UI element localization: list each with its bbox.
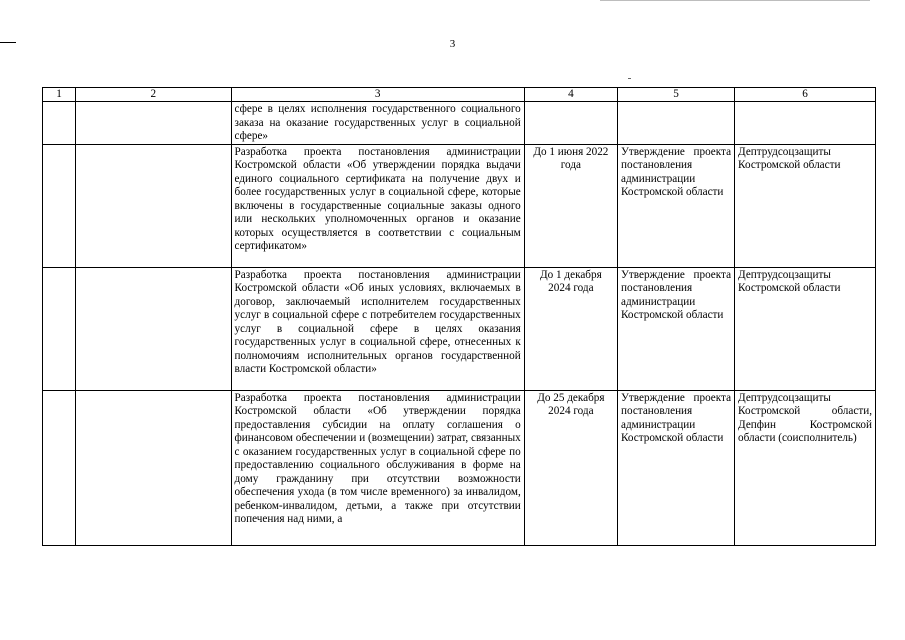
result-cell: Утверждение проекта постановления администрации Костромской области [617, 144, 734, 267]
row-number-cell [43, 102, 76, 145]
responsible-cell: Дептрудсоцзащиты Костромской области [735, 267, 876, 390]
responsible-cell: Дептрудсоцзащиты Костромской области, Депфин Костромской области (соисполнитель) [735, 390, 876, 545]
table-row [43, 267, 876, 390]
row-number-cell [43, 267, 76, 390]
scan-speck [628, 78, 631, 79]
row-number-cell [43, 144, 76, 267]
table-row [43, 390, 876, 545]
task-cell: Разработка проекта постановления администрации Костромской области «Об иных условиях, включаемых в договор, заключаемый исполнителем государственных услуг в социальной сфере с потребителем государственных услуг в социальной сфере в целях оказания государственных услуг в социальной сфере, отнесенных к полномочиям исполнительных органов государственной власти Костромской области» [231, 267, 524, 390]
result-cell [617, 102, 734, 145]
item-name-cell [76, 102, 231, 145]
column-header: 6 [735, 88, 876, 102]
page-number: 3 [449, 38, 456, 50]
responsible-cell: Дептрудсоцзащиты Костромской области [735, 144, 876, 267]
column-header: 5 [617, 88, 734, 102]
table-row [43, 144, 876, 267]
deadline-cell: До 1 декабря 2024 года [524, 267, 617, 390]
deadline-cell: До 25 декабря 2024 года [524, 390, 617, 545]
responsible-cell [735, 102, 876, 145]
table-row [43, 102, 876, 145]
result-cell: Утверждение проекта постановления администрации Костромской области [617, 267, 734, 390]
column-header: 1 [43, 88, 76, 102]
column-header: 4 [524, 88, 617, 102]
table-header-row [43, 88, 876, 102]
task-cell: сфере в целях исполнения государственного социального заказа на оказание государственных услуг в социальной сфере» [231, 102, 524, 145]
deadline-cell [524, 102, 617, 145]
scan-border-mark [600, 0, 870, 2]
row-number-cell [43, 390, 76, 545]
result-cell: Утверждение проекта постановления администрации Костромской области [617, 390, 734, 545]
deadline-cell: До 1 июня 2022 года [524, 144, 617, 267]
item-name-cell [76, 267, 231, 390]
task-cell: Разработка проекта постановления администрации Костромской области «Об утверждении порядка выдачи единого социального сертификата на получение двух и более государственных услуг в социальной сфере, которые включены в государственные социальные заказы одного или нескольких уполномоченных органов и оказание которых осуществляется в соответствии с социальным сертификатом» [231, 144, 524, 267]
activities-table [42, 87, 876, 546]
task-cell: Разработка проекта постановления администрации Костромской области «Об утверждении порядка предоставления субсидии на оплату соглашения о финансовом обеспечении и (возмещении) затрат, связанных с оказанием государственных услуг в социальной сфере по предоставлению социального обслуживания в форме на дому гражданину при отсутствии возможности обеспечения ухода (в том числе временного) за инвалидом, ребенком-инвалидом, детьми, а также при отсутствии попечения над ними, а [231, 390, 524, 545]
item-name-cell [76, 144, 231, 267]
column-header: 3 [231, 88, 524, 102]
column-header: 2 [76, 88, 231, 102]
item-name-cell [76, 390, 231, 545]
